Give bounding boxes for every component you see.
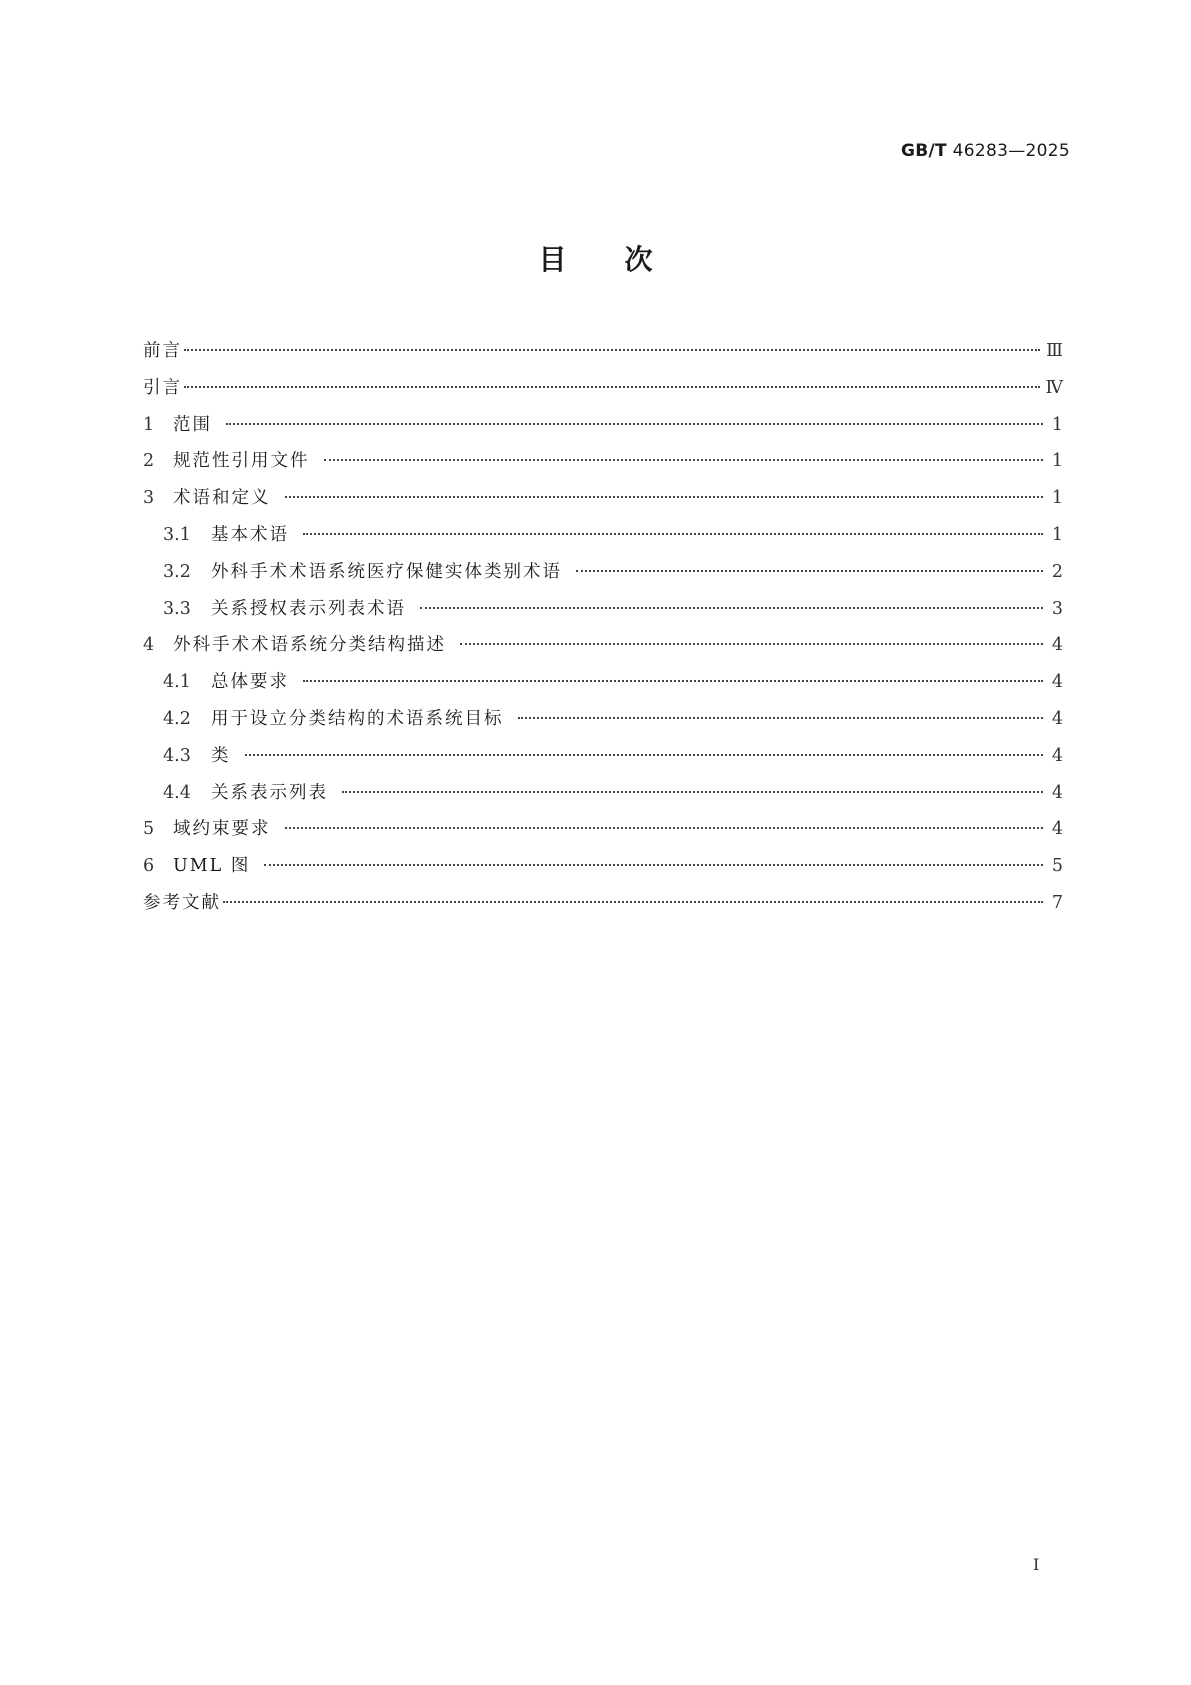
dot-leader [285,496,1044,498]
toc-subentry[interactable] [143,598,1063,638]
toc-entry-page: 4 [1051,782,1063,803]
toc-entry-number: 3.2 [163,561,191,582]
toc-entry-label: 前言 [143,341,182,361]
dot-leader [223,901,1043,903]
toc-entry-page: 1 [1051,488,1063,509]
toc-entry-label: 基本术语 [211,524,289,545]
toc-entry-page: 5 [1051,856,1063,877]
toc-entry-number: 4.1 [163,672,191,693]
dot-leader [518,717,1044,719]
toc-entry-number: 1 [143,414,155,435]
toc-subentry[interactable] [143,674,1063,711]
toc-entry-label: 关系授权表示列表术语 [211,598,406,619]
dot-leader [226,423,1043,425]
page-number: Ⅰ [1033,1555,1040,1574]
dot-leader [420,607,1043,609]
toc-entry-number: 4.3 [163,745,191,766]
dot-leader [460,643,1043,645]
toc-entry-label: 引言 [143,377,182,398]
dot-leader [303,533,1043,535]
toc-entry-label: 总体要求 [211,672,289,693]
toc-entry-page: 4 [1051,672,1063,693]
dot-leader [576,570,1043,572]
toc-entry[interactable] [143,892,1063,932]
toc-entry-number: 6 [143,856,155,877]
toc-entry-label: 外科手术术语系统医疗保健实体类别术语 [211,561,562,582]
toc-entry-label: 域约束要求 [173,819,271,840]
toc-title: 目次 [538,243,711,276]
toc-entry[interactable] [143,490,1063,527]
toc-entry-page: 1 [1051,414,1063,435]
toc-entry[interactable] [143,414,1063,454]
standard-code [901,141,1070,161]
toc-entry-label: 关系表示列表 [211,782,328,803]
toc-entry[interactable] [143,637,1063,674]
toc-entry-label: 参考文献 [143,892,221,913]
dot-leader [324,459,1044,461]
toc-entry[interactable] [143,821,1063,858]
toc-entry-page: 4 [1051,745,1063,766]
standard-prefix: GB/T [901,141,947,161]
toc-entry-label: 规范性引用文件 [173,451,310,472]
toc-entry-page: Ⅳ [1045,377,1063,398]
toc-entry-page: 1 [1051,524,1063,545]
toc-entry-label: 术语和定义 [173,488,271,509]
toc-entry-label: 范围 [173,414,212,435]
dot-leader [303,680,1043,682]
toc-entry-number: 2 [143,451,155,472]
toc-subentry[interactable] [143,524,1063,564]
standard-number: 46283—2025 [952,141,1070,161]
dot-leader [285,827,1044,829]
toc-entry-number: 3.3 [163,598,191,619]
toc-entry-page: 3 [1051,598,1063,619]
toc-entry-number: 4.2 [163,708,191,729]
toc-entry-number: 4 [143,635,155,656]
dot-leader [184,349,1040,351]
toc-subentry[interactable] [143,561,1063,601]
toc-entry-page: 4 [1051,819,1063,840]
toc-entry[interactable] [143,377,1063,417]
toc-entry-page: 1 [1051,451,1063,472]
table-of-contents [143,343,1063,932]
toc-entry[interactable] [143,453,1063,490]
toc-entry-label: 外科手术术语系统分类结构描述 [173,635,446,656]
toc-entry-page: Ⅲ [1046,341,1063,361]
toc-subentry[interactable] [143,745,1063,785]
toc-entry-page: 7 [1051,892,1063,913]
toc-subentry[interactable] [143,708,1063,748]
toc-entry-label: 类 [211,745,231,766]
toc-entry-number: 3 [143,488,155,509]
toc-entry[interactable] [143,343,1063,380]
toc-entry-number: 3.1 [163,524,191,545]
toc-subentry[interactable] [143,782,1063,822]
dot-leader [342,791,1043,793]
toc-entry-page: 4 [1051,635,1063,656]
toc-entry-page: 4 [1051,708,1063,729]
dot-leader [184,386,1040,388]
dot-leader [264,864,1043,866]
toc-entry-page: 2 [1051,561,1063,582]
toc-entry-number: 5 [143,819,155,840]
toc-entry-label: UML 图 [173,856,251,877]
toc-entry-number: 4.4 [163,782,191,803]
toc-entry-label: 用于设立分类结构的术语系统目标 [211,708,504,729]
dot-leader [245,754,1044,756]
toc-entry[interactable] [143,858,1063,895]
